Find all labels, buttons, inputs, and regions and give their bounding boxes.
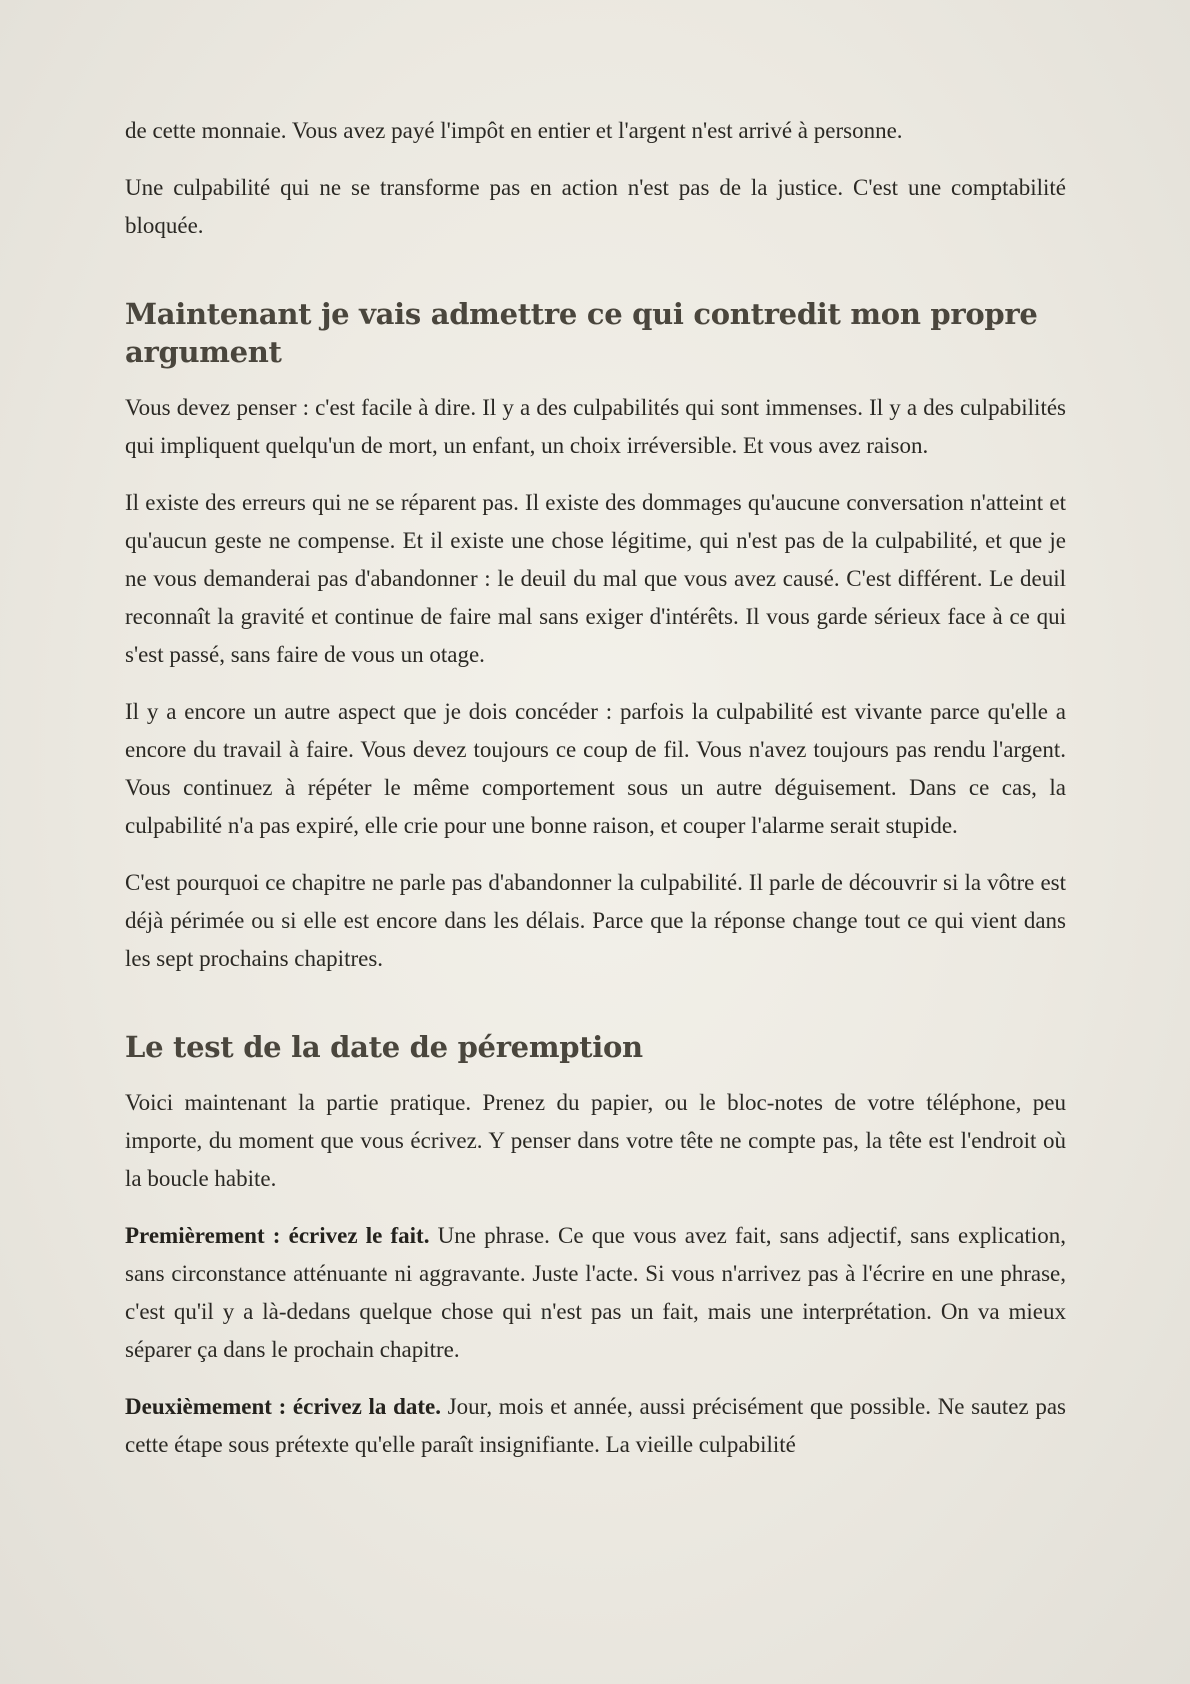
section-heading-admission: Maintenant je vais admettre ce qui contredit mon propre argument [125, 297, 1038, 369]
paragraph-accounting: Une culpabilité qui ne se transforme pas en action n'est pas de la justice. C'est une comptabilité bloquée. [125, 175, 1066, 238]
paragraph-chapter-purpose: C'est pourquoi ce chapitre ne parle pas d'abandonner la culpabilité. Il parle de découvrir si la vôtre est déjà périmée ou si elle est encore dans les délais. Parce que la réponse change tout ce qui vient dans les sept prochains chapitres. [125, 870, 1066, 971]
section-heading-expiry-test: Le test de la date de péremption [125, 1030, 643, 1064]
step-two-text: Jour, mois et année, aussi précisément que possible. Ne sautez pas cette étape sous prétexte qu'elle paraît insignifiante. La vieille culpabilité [125, 1394, 1066, 1457]
paragraph-step-two [125, 1388, 1066, 1464]
paragraph-living-guilt: Il y a encore un autre aspect que je dois concéder : parfois la culpabilité est vivante parce qu'elle a encore du travail à faire. Vous devez toujours ce coup de fil. Vous n'avez toujours pas rendu l'argent. Vous continuez à répéter le même comportement sous un autre déguisement. Dans ce cas, la culpabilité n'a pas expiré, elle crie pour une bonne raison, et couper l'alarme serait stupide. [125, 699, 1066, 838]
paragraph-step-one [125, 1217, 1066, 1369]
step-one-text: Une phrase. Ce que vous avez fait, sans adjectif, sans explication, sans circonstance atténuante ni aggravante. Juste l'acte. Si vous n'arrivez pas à l'écrire en une phrase, c'est qu'il y a là-dedans quelque chose qui n'est pas un fait, mais une interprétation. On va mieux séparer ça dans le prochain chapitre. [125, 1223, 1066, 1362]
paragraph-practical-intro: Voici maintenant la partie pratique. Prenez du papier, ou le bloc-notes de votre téléphone, peu importe, du moment que vous écrivez. Y penser dans votre tête ne compte pas, la tête est l'endroit où la boucle habite. [125, 1090, 1066, 1191]
paragraph-carryover: de cette monnaie. Vous avez payé l'impôt en entier et l'argent n'est arrivé à personne. [125, 118, 903, 143]
paragraph-irreparable: Il existe des erreurs qui ne se réparent pas. Il existe des dommages qu'aucune conversation n'atteint et qu'aucun geste ne compense. Et il existe une chose légitime, qui n'est pas de la culpabilité, et que je ne vous demanderai pas d'abandonner : le deuil du mal que vous avez causé. C'est différent. Le deuil reconnaît la gravité et continue de faire mal sans exiger d'intérêts. Il vous garde sérieux face à ce qui s'est passé, sans faire de vous un otage. [125, 490, 1066, 667]
step-two-label: Deuxièmement : écrivez la date. [125, 1394, 441, 1419]
step-one-label: Premièrement : écrivez le fait. [125, 1223, 430, 1248]
paragraph-objection: Vous devez penser : c'est facile à dire. Il y a des culpabilités qui sont immenses. Il y a des culpabilités qui impliquent quelqu'un de mort, un enfant, un choix irréversible. Et vous avez raison. [125, 395, 1066, 458]
